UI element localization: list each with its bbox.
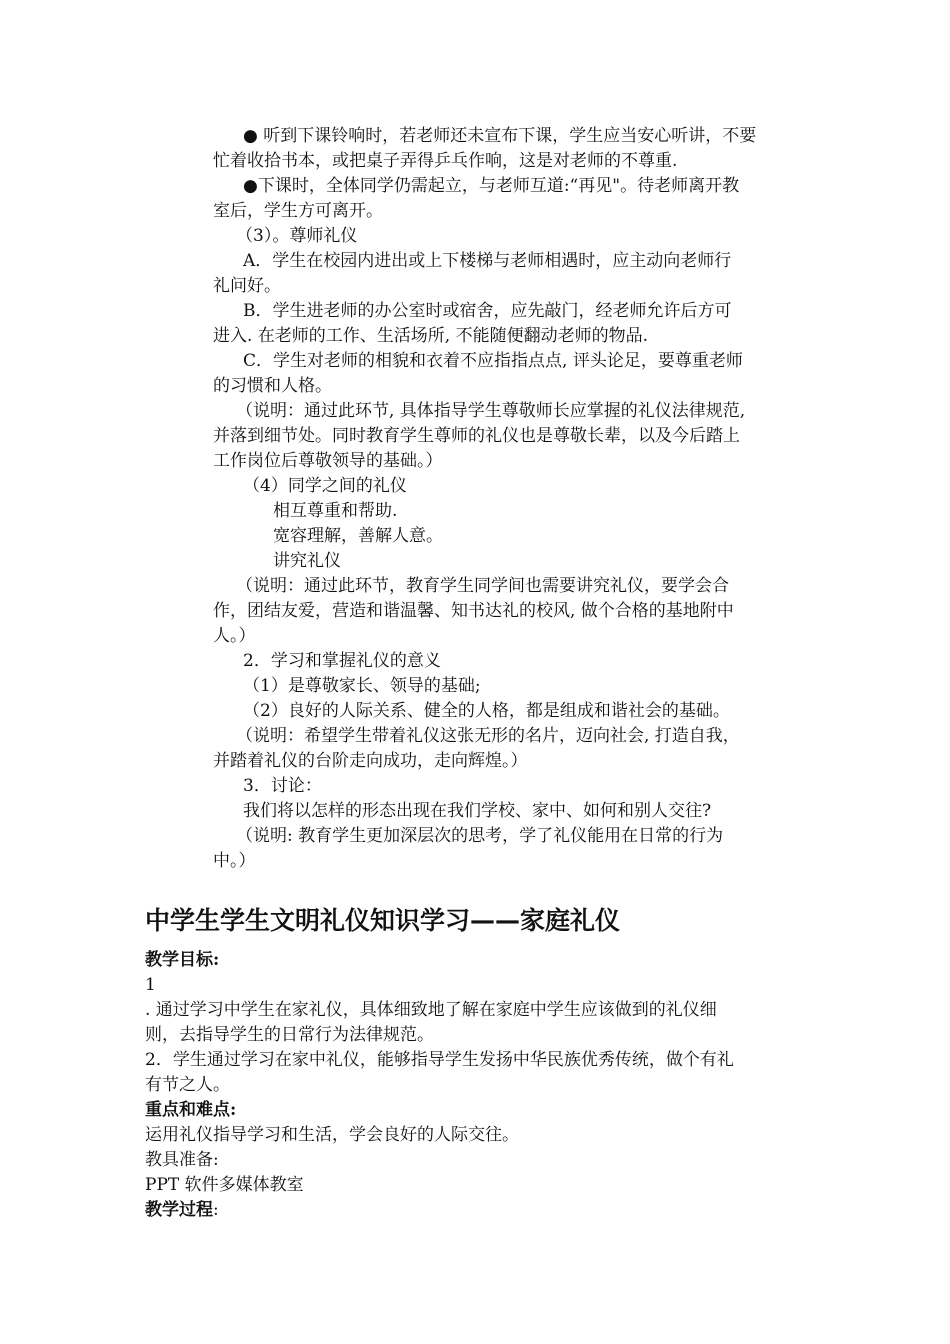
text-line: C．学生对老师的相貌和衣着不应指指点点, 评头论足，要尊重老师 [243,351,743,371]
note-line: （说明: 教育学生更加深层次的思考，学了礼仪能用在日常的行为 [236,826,724,846]
text-line: . 通过学习中学生在家礼仪，具体细致地了解在家庭中学生应该做到的礼仪细 [145,1000,717,1020]
text-line: 教具准备: [145,1150,219,1170]
text-line: 礼问好。 [213,276,281,296]
process-heading-label: 教学过程 [145,1200,213,1220]
text-line: 忙着收拾书本，或把桌子弄得乒乓作响，这是对老师的不尊重. [213,151,678,171]
note-line: 作，团结友爱，营造和谐温馨、知书达礼的校风, 做个合格的基地附中 [213,601,734,621]
note-line: （说明：通过此环节，教育学生同学间也需要讲究礼仪，要学会合 [236,576,729,596]
text-line: 进入. 在老师的工作、生活场所, 不能随便翻动老师的物品. [213,326,649,346]
section-heading: 3．讨论： [243,776,322,796]
text-line: 1 [145,975,156,995]
text-line: 室后，学生方可离开。 [213,201,383,221]
document-title: 中学生学生文明礼仪知识学习——家庭礼仪 [145,906,621,935]
text-line: A．学生在校园内进出或上下楼梯与老师相遇时，应主动向老师行 [243,251,732,271]
list-item: （1）是尊敬家长、领导的基础; [243,676,481,696]
section-heading: 2．学习和掌握礼仪的意义 [243,651,441,671]
text-line: 我们将以怎样的形态出现在我们学校、家中、如何和别人交往? [243,801,712,821]
text-line: 运用礼仪指导学习和生活，学会良好的人际交往。 [145,1125,519,1145]
section-heading: （3）。尊师礼仪 [236,226,358,246]
note-line: 人。） [213,626,256,646]
note-line: 并踏着礼仪的台阶走向成功，走向辉煌。） [213,751,528,771]
note-line: 并落到细节处。同时教育学生尊师的礼仪也是尊敬长辈，以及今后踏上 [213,426,740,446]
text-line: 2．学生通过学习在家中礼仪，能够指导学生发扬中华民族优秀传统，做个有礼 [145,1050,734,1070]
text-line: ●下课时，全体同学仍需起立，与老师互道:“再见"。待老师离开教 [243,176,740,196]
text-line: 有节之人。 [145,1075,230,1095]
text-line: 的习惯和人格。 [213,376,332,396]
goals-heading: 教学目标: [145,950,220,970]
text-line: 则，去指导学生的日常行为法律规范。 [145,1025,434,1045]
list-item: （2）良好的人际关系、健全的人格，都是组成和谐社会的基础。 [243,701,730,721]
text-line: B．学生进老师的办公室时或宿舍，应先敲门，经老师允许后方可 [243,301,732,321]
list-item: 讲究礼仪 [273,551,341,571]
process-heading-colon: : [213,1200,219,1220]
list-item: 相互尊重和帮助. [273,501,398,521]
note-line: （说明：希望学生带着礼仪这张无形的名片，迈向社会, 打造自我， [236,726,740,746]
note-line: 中。） [213,851,256,871]
text-line: PPT 软件多媒体教室 [145,1175,304,1195]
process-heading [145,1198,219,1222]
key-points-heading: 重点和难点: [145,1100,237,1120]
list-item: 宽容理解，善解人意。 [273,526,443,546]
text-line: ● 听到下课铃响时，若老师还未宣布下课，学生应当安心听讲，不要 [243,126,757,146]
note-line: （说明：通过此环节, 具体指导学生尊敬师长应掌握的礼仪法律规范, [236,401,746,421]
section-heading: （4）同学之间的礼仪 [243,476,407,496]
note-line: 工作岗位后尊敬领导的基础。） [213,451,443,471]
